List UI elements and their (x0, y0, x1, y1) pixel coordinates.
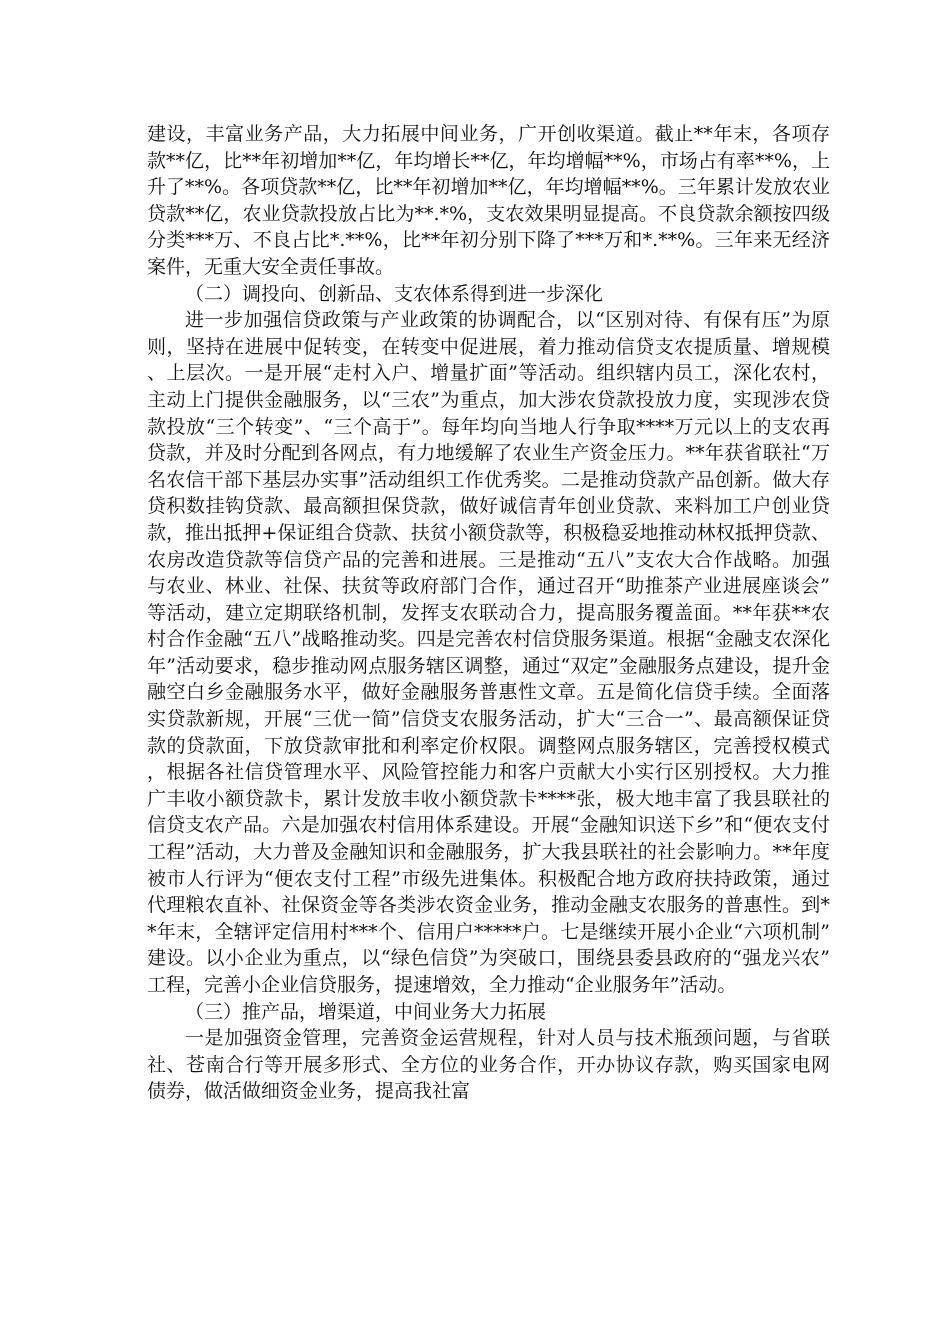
body-paragraph-1: 建设，丰富业务产品，大力拓展中间业务，广开创收渠道。截止**年末，各项存款**亿，比**年初增加**亿，年均增长**亿，年均增幅**%，市场占有率**%，上升了**%。各项贷款**亿，比**年初增加**亿，年均增幅**%。三年累计发放农业贷款**亿，农业贷款投放占比为**.*%，支农效果明显提高。不良贷款余额按四级分类***万、不良占比*.**%，比**年初分别下降了***万和*.**%。三年来无经济案件，无重大安全责任事故。 (147, 123, 830, 278)
body-paragraph-2: 进一步加强信贷政策与产业政策的协调配合，以“区别对待、有保有压”为原则，坚持在进展中促转变，在转变中促进展，着力推动信贷支农提质量、增规模、上层次。一是开展“走村入户、增量扩面”等活动。组织辖内员工，深化农村，主动上门提供金融服务，以“三农”为重点，加大涉农贷款投放力度，实现涉农贷款投放“三个转变”、“三个高于”。每年均向当地人行争取****万元以上的支农再贷款，并及时分配到各网点，有力地缓解了农业生产资金压力。**年获省联社“万名农信干部下基层办实事”活动组织工作优秀奖。二是推动贷款产品创新。做大存贷积数挂钩贷款、最高额担保贷款，做好诚信青年创业贷款、来料加工户创业贷款，推出抵押+保证组合贷款、扶贫小额贷款等，积极稳妥地推动林权抵押贷款、农房改造贷款等信贷产品的完善和进展。三是推动“五八”支农大合作战略。加强与农业、林业、社保、扶贫等政府部门合作，通过召开“助推茶产业进展座谈会”等活动，建立定期联络机制，发挥支农联动合力，提高服务覆盖面。**年获**农村合作金融“五八”战略推动奖。四是完善农村信贷服务渠道。根据“金融支农深化年”活动要求，稳步推动网点服务辖区调整，通过“双定”金融服务点建设，提升金融空白乡金融服务水平，做好金融服务普惠性文章。五是简化信贷手续。全面落实贷款新规，开展“三优一简”信贷支农服务活动，扩大“三合一”、最高额保证贷款的贷款面，下放贷款审批和利率定价权限。调整网点服务辖区，完善授权模式，根据各社信贷管理水平、风险管控能力和客户贡献大小实行区别授权。大力推广丰收小额贷款卡，累计发放丰收小额贷款卡****张，极大地丰富了我县联社的信贷支农产品。六是加强农村信用体系建设。开展“金融知识送下乡”和“便农支付工程”活动，大力普及金融知识和金融服务，扩大我县联社的社会影响力。**年度被市人行评为“便农支付工程”市级先进集体。积极配合地方政府扶持政策，通过代理粮农直补、社保资金等各类涉农资金业务，推动金融支农服务的普惠性。到**年末，全辖评定信用村***个、信用户*****户。七是继续开展小企业“六项机制”建设。以小企业为重点，以“绿色信贷”为突破口，围绕县委县政府的“强龙兴农”工程，完善小企业信贷服务，提速增效，全力推动“企业服务年”活动。 (147, 309, 830, 996)
section-heading-3: （三）推产品，增渠道，中间业务大力拓展 (185, 1000, 547, 1023)
document-body (147, 121, 830, 1105)
section-heading-2: （二）调投向、创新品、支农体系得到进一步深化 (185, 282, 604, 305)
body-paragraph-3: 一是加强资金管理，完善资金运营规程，针对人员与技术瓶颈问题，与省联社、苍南合行等开展多形式、全方位的业务合作，开办协议存款，购买国家电网债券，做活做细资金业务，提高我社富 (147, 1027, 830, 1103)
